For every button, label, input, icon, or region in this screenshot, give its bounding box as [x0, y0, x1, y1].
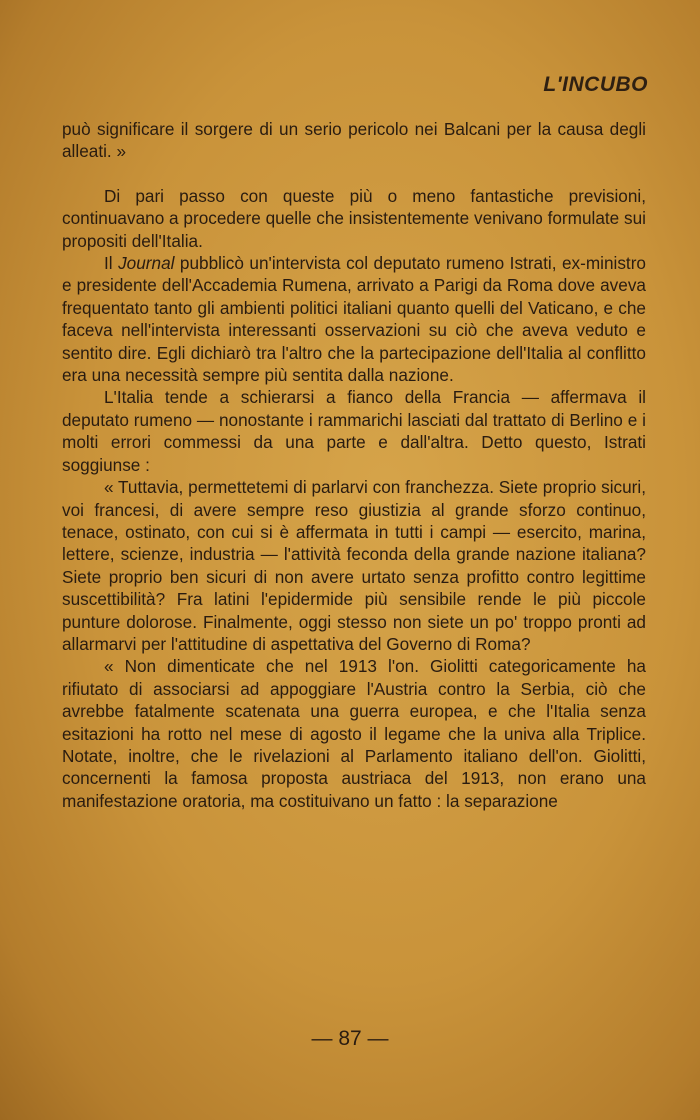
- paragraph-quote-giolitti: « Non dimenticate che nel 1913 l'on. Giolitti categoricamente ha rifiutato di associarsi ad appoggiare l'Austria contro la Serbia, ciò che avrebbe fatalmente scatenata una guerra europea, e che l'Italia senza esitazioni ha rotto nel mese di agosto il legame che la univa alla Triplice. Notate, inoltre, che le rivelazioni al Parlamento italiano dell'on. Giolitti, concernenti la famosa proposta austriaca del 1913, non erano una manifestazione oratoria, ma costituivano un fatto : la separazione: [62, 656, 646, 811]
- paragraph-continuation: può significare il sorgere di un serio pericolo nei Balcani per la causa degli alleati. »: [62, 119, 646, 162]
- paragraph-previsions: Di pari passo con queste più o meno fantastiche previsioni, continuavano a procedere quelle che insistentemente venivano formulate sui propositi dell'Italia.: [62, 185, 646, 251]
- running-header: L'INCUBO: [543, 73, 648, 96]
- paragraph-journal-interview: [62, 252, 646, 386]
- paragraph-journal-before: Il: [104, 253, 119, 274]
- paragraph-italy-france: L'Italia tende a schierarsi a fianco della Francia — affermava il deputato rumeno — nonostante i rammarichi lasciati dal trattato di Berlino e i molti errori commessi da una parte e dall'altra. Detto questo, Istrati soggiunse :: [62, 387, 646, 475]
- journal-title: Journal: [118, 253, 175, 274]
- body-text: [62, 118, 646, 812]
- paragraph-quote-tuttavia: « Tuttavia, permettetemi di parlarvi con franchezza. Siete proprio sicuri, voi francesi, di avere sempre reso giustizia al grande sforzo continuo, tenace, ostinato, con cui si è affermata in tutti i campi — esercito, marina, lettere, scienze, industria — l'attività feconda della grande nazione italiana? Siete proprio ben sicuri di non avere urtato senza profitto contro legittime suscettibilità? Fra latini l'epidermide più sensibile rende le più piccole punture dolorose. Finalmente, oggi stesso non siete un po' troppo pronti ad allarmarvi per l'attitudine di aspettativa del Governo di Roma?: [62, 477, 646, 654]
- page-number: — 87 —: [311, 1027, 389, 1050]
- paragraph-journal-after: pubblicò un'intervista col deputato rumeno Istrati, ex-ministro e presidente dell'Accademia Rumena, arrivato a Parigi da Roma dove aveva frequentato tanto gli ambienti politici italiani quanto quelli del Vaticano, e che faceva nell'intervista interessanti osservazioni su ciò che aveva veduto e sentito dire. Egli dichiarò tra l'altro che la partecipazione dell'Italia al conflitto era una necessità sempre più sentita dalla nazione.: [62, 253, 646, 386]
